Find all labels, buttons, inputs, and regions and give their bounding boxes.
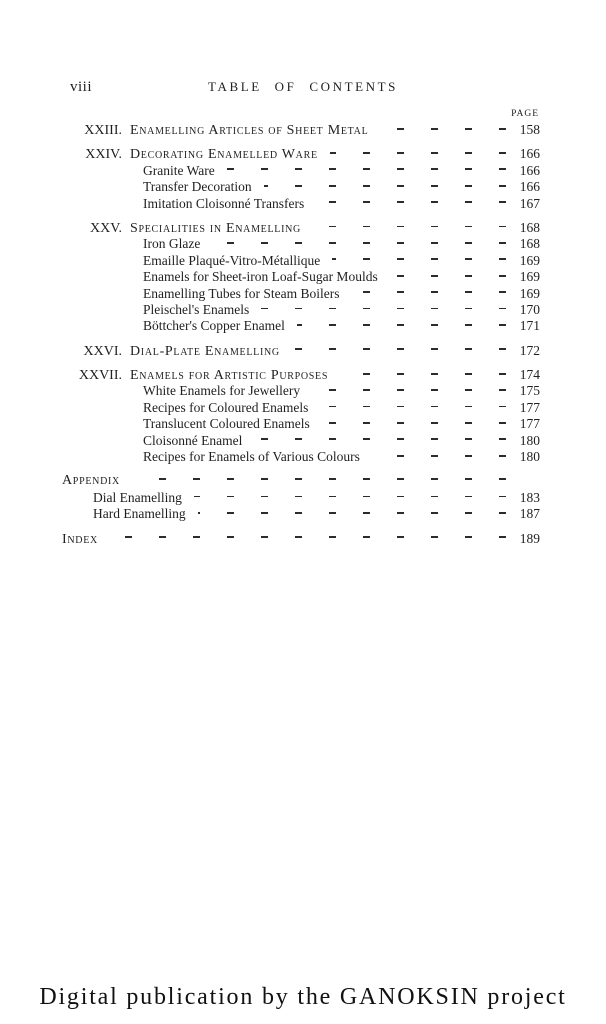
toc-entry bbox=[60, 122, 540, 138]
toc-entry-label: Specialities in Enamelling bbox=[130, 220, 301, 236]
toc-entry-page: 166 bbox=[519, 162, 540, 178]
toc-entry-page: 172 bbox=[519, 342, 540, 358]
toc-entry-page: 168 bbox=[519, 236, 540, 252]
toc-entry-label: Pleischel's Enamels bbox=[143, 301, 250, 317]
toc-entry-label: Enamelling Articles of Sheet Metal bbox=[130, 123, 369, 138]
toc-entry-label: Emaille Plaqué-Vitro-Métallique bbox=[143, 252, 321, 268]
toc-entry-label: Granite Ware bbox=[143, 162, 215, 178]
toc-entry-page: 189 bbox=[519, 530, 540, 546]
toc-entry-page: 166 bbox=[519, 179, 540, 195]
toc-entry bbox=[60, 400, 540, 416]
toc-entry bbox=[60, 367, 540, 383]
toc-entry-label: Recipes for Coloured Enamels bbox=[143, 399, 309, 415]
page-header bbox=[0, 79, 606, 97]
toc-entry-label: Recipes for Enamels of Various Colours bbox=[143, 449, 360, 465]
toc-entry-label: Appendix bbox=[62, 473, 120, 489]
toc-entry bbox=[60, 506, 540, 522]
toc-entry bbox=[60, 531, 540, 547]
toc-entry-page: 169 bbox=[519, 269, 540, 285]
toc-entry-page: 175 bbox=[519, 383, 540, 399]
toc-entry-page: 187 bbox=[519, 506, 540, 522]
toc-entry bbox=[60, 473, 540, 489]
toc-entry-page: 174 bbox=[519, 367, 540, 383]
toc-entry-label: Dial Enamelling bbox=[93, 489, 182, 505]
toc-entry-label: White Enamels for Jewellery bbox=[143, 383, 301, 399]
page-title: TABLE OF CONTENTS bbox=[207, 79, 399, 94]
toc-entry-label: Cloisonné Enamel bbox=[143, 432, 243, 448]
toc-entry-label: Translucent Coloured Enamels bbox=[143, 416, 310, 432]
toc-entry-label: Decorating Enamelled Ware bbox=[130, 147, 318, 163]
toc-entry-label: Hard Enamelling bbox=[93, 506, 186, 522]
toc-entry-page: 167 bbox=[519, 195, 540, 211]
toc-entry bbox=[60, 236, 540, 252]
toc-entry-page: 170 bbox=[519, 301, 540, 317]
toc-entry bbox=[60, 146, 540, 162]
toc-entry bbox=[60, 490, 540, 506]
toc-entry-page: 180 bbox=[519, 449, 540, 465]
toc-entry-label: Index bbox=[62, 531, 98, 547]
chapter-numeral: XXVII. bbox=[78, 368, 122, 384]
toc-entry-page: 180 bbox=[519, 432, 540, 448]
toc-entry bbox=[60, 302, 540, 318]
toc-entry bbox=[60, 220, 540, 236]
toc-entry bbox=[60, 196, 540, 212]
toc-entry-page: 177 bbox=[519, 416, 540, 432]
toc-entry-label: Enamelling Tubes for Steam Boilers bbox=[143, 285, 340, 301]
toc-entry bbox=[60, 343, 540, 359]
toc-entry bbox=[60, 318, 540, 334]
toc-entry bbox=[60, 179, 540, 195]
chapter-numeral: XXIII. bbox=[84, 123, 122, 138]
chapter-numeral: XXVI. bbox=[83, 343, 122, 359]
toc-entry-label: Enamels for Sheet-iron Loaf-Sugar Moulds bbox=[143, 269, 378, 285]
toc-entry-label: Dial-Plate Enamelling bbox=[130, 343, 280, 359]
toc-entry-page: 171 bbox=[519, 318, 540, 334]
folio-page-number: viii bbox=[70, 79, 93, 95]
chapter-numeral: XXV. bbox=[89, 220, 122, 236]
toc-entry-page: 166 bbox=[519, 146, 540, 162]
toc-entry-page: 168 bbox=[519, 219, 540, 235]
toc-entry-page: 158 bbox=[519, 122, 540, 137]
table-of-contents bbox=[60, 122, 540, 547]
toc-entry bbox=[60, 286, 540, 302]
toc-entry-label: Transfer Decoration bbox=[143, 179, 252, 195]
toc-entry-label: Böttcher's Copper Enamel bbox=[143, 318, 285, 334]
toc-entry bbox=[60, 449, 540, 465]
toc-entry bbox=[60, 383, 540, 399]
page-column-label: PAGE bbox=[511, 109, 539, 119]
toc-entry-label: Enamels for Artistic Purposes bbox=[130, 368, 329, 384]
toc-entry bbox=[60, 416, 540, 432]
toc-entry bbox=[60, 163, 540, 179]
toc-entry bbox=[60, 269, 540, 285]
toc-entry-page: 177 bbox=[519, 399, 540, 415]
footer-banner: Digital publication by the GANOKSIN project bbox=[39, 984, 567, 1010]
toc-entry bbox=[60, 253, 540, 269]
toc-entry bbox=[60, 433, 540, 449]
toc-entry-page: 169 bbox=[519, 252, 540, 268]
toc-entry-label: Imitation Cloisonné Transfers bbox=[143, 195, 305, 211]
toc-entry-page: 183 bbox=[519, 489, 540, 505]
chapter-numeral: XXIV. bbox=[85, 147, 122, 163]
toc-entry-label: Iron Glaze bbox=[143, 236, 201, 252]
toc-entry-page: 169 bbox=[519, 285, 540, 301]
